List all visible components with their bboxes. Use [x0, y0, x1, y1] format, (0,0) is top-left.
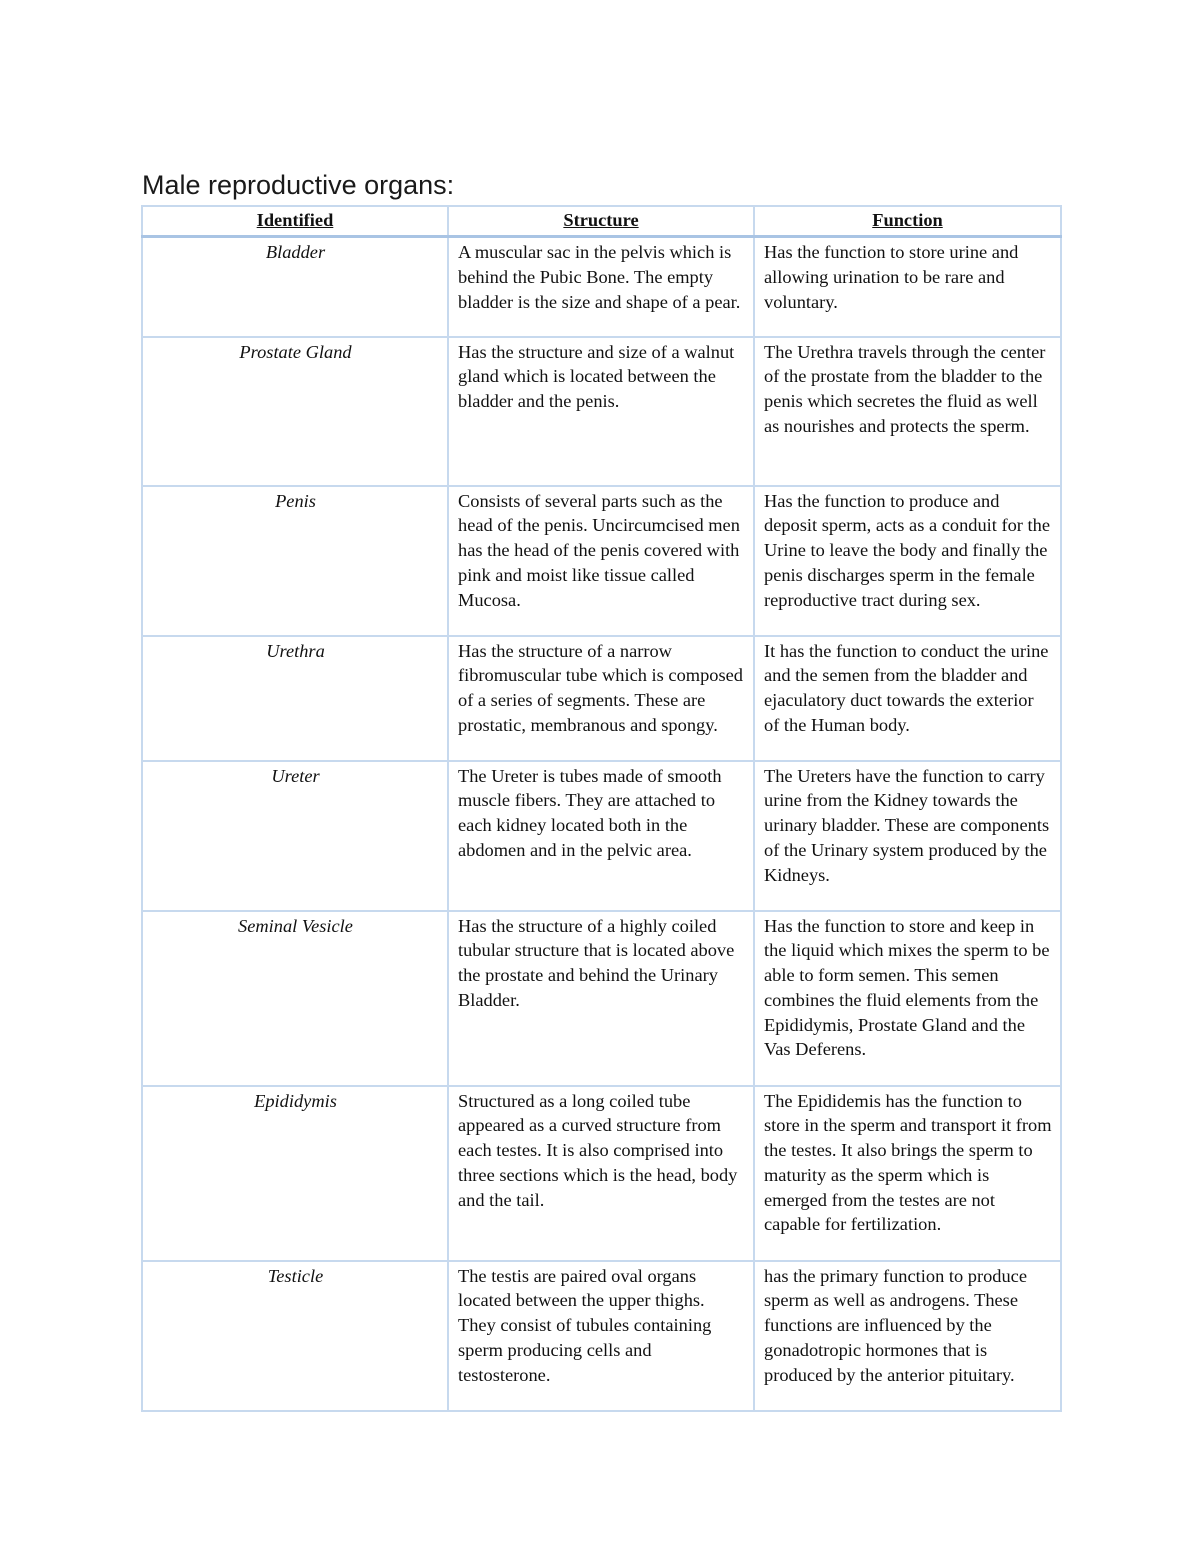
- structure-cell: Has the structure of a narrow fibromuscular tube which is composed of a series of segments. These are prostatic, membranous and spongy.: [448, 636, 754, 761]
- structure-cell: A muscular sac in the pelvis which is behind the Pubic Bone. The empty bladder is the size and shape of a pear.: [448, 237, 754, 337]
- function-cell: Has the function to store and keep in the liquid which mixes the sperm to be able to form semen. This semen combines the fluid elements from the Epididymis, Prostate Gland and the Vas Deferens.: [754, 911, 1061, 1086]
- table-row: [142, 761, 1061, 911]
- organ-name: Testicle: [142, 1261, 448, 1411]
- structure-cell: The Ureter is tubes made of smooth muscle fibers. They are attached to each kidney located both in the abdomen and in the pelvic area.: [448, 761, 754, 911]
- function-cell: It has the function to conduct the urine and the semen from the bladder and ejaculatory duct towards the exterior of the Human body.: [754, 636, 1061, 761]
- organ-name: Ureter: [142, 761, 448, 911]
- table-row: [142, 486, 1061, 636]
- column-header-structure: Structure: [448, 206, 754, 237]
- table-row: [142, 337, 1061, 486]
- organ-name: Seminal Vesicle: [142, 911, 448, 1086]
- structure-cell: Consists of several parts such as the head of the penis. Uncircumcised men has the head of the penis covered with pink and moist like tissue called Mucosa.: [448, 486, 754, 636]
- function-cell: The Urethra travels through the center of the prostate from the bladder to the penis which secretes the fluid as well as nourishes and protects the sperm.: [754, 337, 1061, 486]
- function-cell: Has the function to store urine and allowing urination to be rare and voluntary.: [754, 237, 1061, 337]
- column-header-function: Function: [754, 206, 1061, 237]
- table-row: [142, 911, 1061, 1086]
- table-row: [142, 237, 1061, 337]
- page-title: Male reproductive organs:: [142, 170, 455, 200]
- organ-name: Bladder: [142, 237, 448, 337]
- structure-cell: Structured as a long coiled tube appeared as a curved structure from each testes. It is also comprised into three sections which is the head, body and the tail.: [448, 1086, 754, 1261]
- organ-name: Urethra: [142, 636, 448, 761]
- function-cell: has the primary function to produce sperm as well as androgens. These functions are influenced by the gonadotropic hormones that is produced by the anterior pituitary.: [754, 1261, 1061, 1411]
- function-cell: Has the function to produce and deposit sperm, acts as a conduit for the Urine to leave the body and finally the penis discharges sperm in the female reproductive tract during sex.: [754, 486, 1061, 636]
- organs-table: [141, 205, 1062, 1412]
- table-header-row: [142, 206, 1061, 237]
- structure-cell: Has the structure and size of a walnut gland which is located between the bladder and the penis.: [448, 337, 754, 486]
- function-cell: The Epididemis has the function to store in the sperm and transport it from the testes. It also brings the sperm to maturity as the sperm which is emerged from the testes are not capable for fertilization.: [754, 1086, 1061, 1261]
- function-cell: The Ureters have the function to carry urine from the Kidney towards the urinary bladder. These are components of the Urinary system produced by the Kidneys.: [754, 761, 1061, 911]
- table-row: [142, 1261, 1061, 1411]
- organ-name: Prostate Gland: [142, 337, 448, 486]
- structure-cell: The testis are paired oval organs located between the upper thighs. They consist of tubules containing sperm producing cells and testosterone.: [448, 1261, 754, 1411]
- table-row: [142, 636, 1061, 761]
- structure-cell: Has the structure of a highly coiled tubular structure that is located above the prostate and behind the Urinary Bladder.: [448, 911, 754, 1086]
- column-header-identified: Identified: [142, 206, 448, 237]
- table-row: [142, 1086, 1061, 1261]
- organ-name: Epididymis: [142, 1086, 448, 1261]
- organ-name: Penis: [142, 486, 448, 636]
